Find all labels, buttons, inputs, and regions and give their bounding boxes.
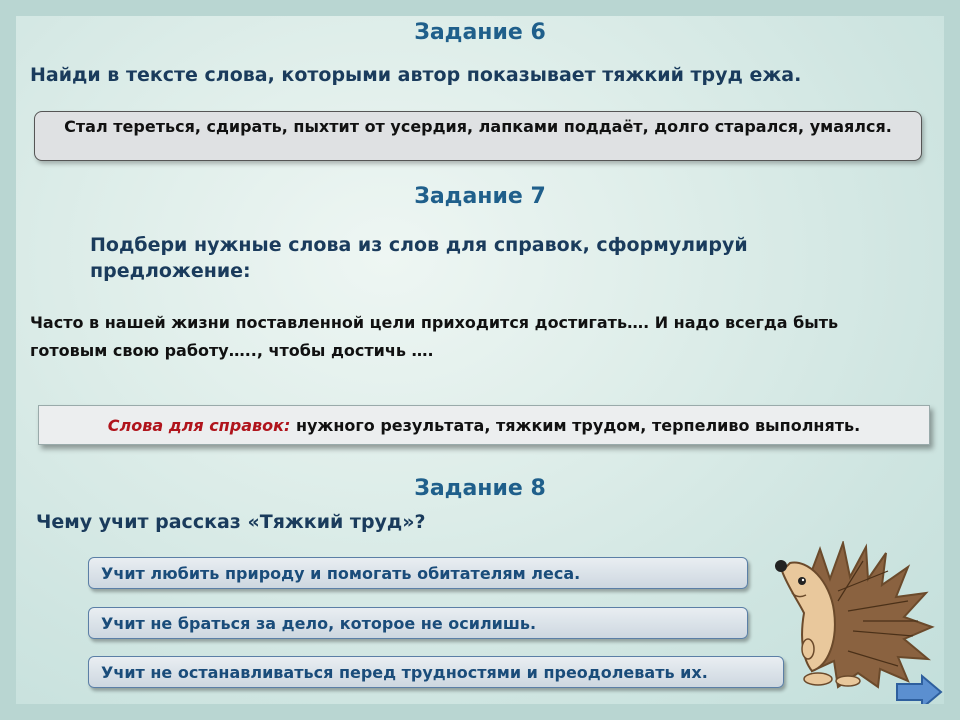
task6-title: Задание 6: [414, 20, 546, 45]
task7-sentence: Часто в нашей жизни поставленной цели приходится достигать…. И надо всегда быть готовым свою работу….., чтобы достичь ….: [30, 313, 839, 360]
reference-words-box: [38, 405, 930, 445]
task7-question: Подбери нужные слова из слов для справок, сформулируй предложение:: [90, 234, 748, 282]
task6-answer-box: Стал тереться, сдирать, пыхтит от усердия, лапками поддаёт, долго старался, умаялся.: [34, 111, 922, 161]
reference-words: нужного результата, тяжким трудом, терпеливо выполнять.: [295, 416, 861, 435]
answer-option-1[interactable]: Учит любить природу и помогать обитателям леса.: [88, 557, 748, 589]
task6-question: Найди в тексте слова, которыми автор показывает тяжкий труд ежа.: [30, 64, 802, 86]
slide: [16, 16, 944, 704]
task8-question: Чему учит рассказ «Тяжкий труд»?: [36, 511, 426, 533]
hedgehog-icon: [768, 541, 938, 691]
task7-title: Задание 7: [414, 184, 546, 209]
answer-option-2[interactable]: Учит не браться за дело, которое не осилишь.: [88, 607, 748, 639]
task8-title: Задание 8: [414, 476, 546, 501]
reference-label: Слова для справок:: [107, 416, 291, 435]
arrow-right-icon[interactable]: [894, 674, 944, 704]
answer-option-3[interactable]: Учит не останавливаться перед трудностями и преодолевать их.: [88, 656, 784, 688]
